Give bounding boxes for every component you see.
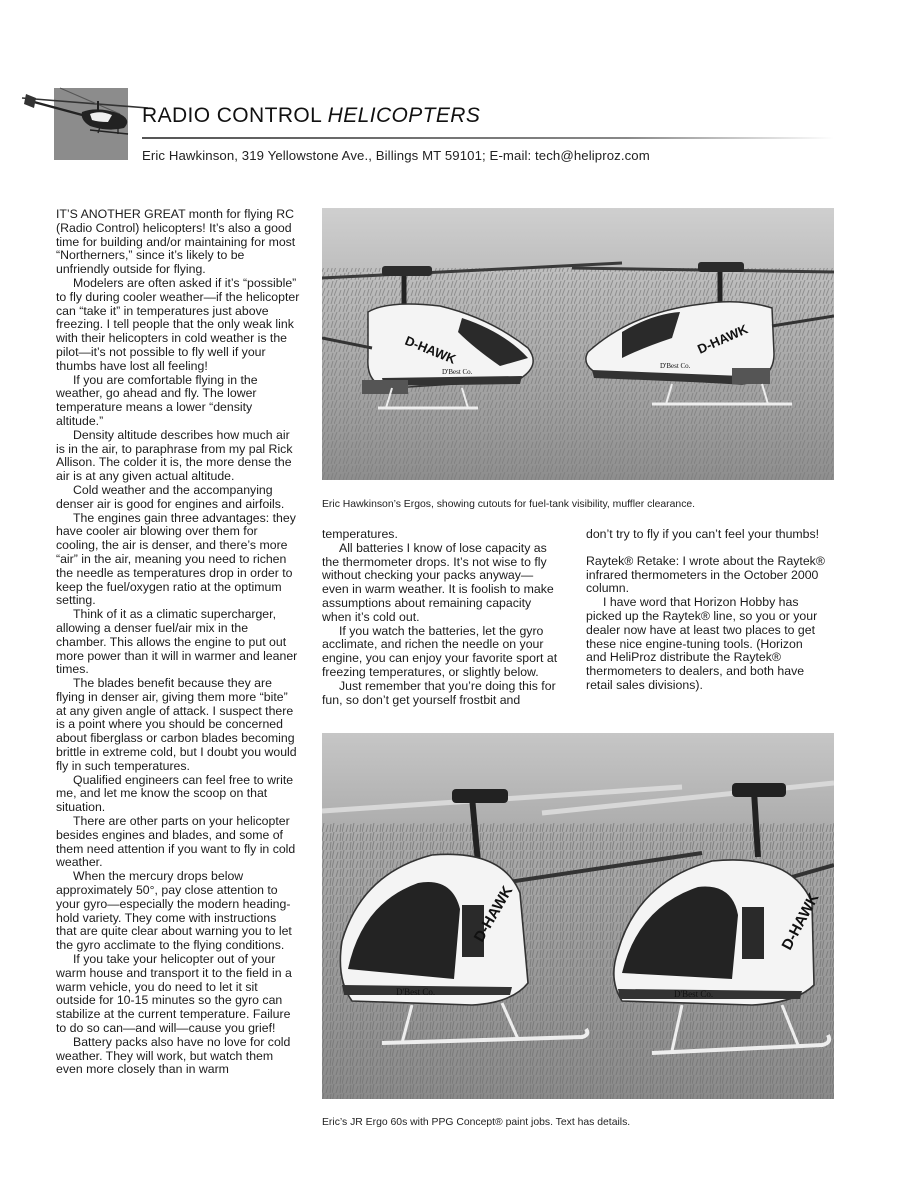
side-marking-left: D'Best Co. xyxy=(442,368,473,376)
photo-caption: Eric’s JR Ergo 60s with PPG Concept® paint jobs. Text has details. xyxy=(322,1117,631,1128)
article-paragraph: All batteries I know of lose capacity as the thermometer drops. It’s not wise to fly without checking your packs anyway—even in warm weather. It is foolish to make assumptions about remaining capacity when it’s cold out. xyxy=(322,540,554,624)
article-column-right xyxy=(586,528,826,693)
nose-marking-right: D-HAWK xyxy=(695,321,751,357)
article-paragraph: Cold weather and the accompanying denser air is good for engines and airfoils. xyxy=(56,482,285,511)
article-paragraph: The engines gain three advantages: they have cooler air blowing over them for cooling, the air is denser, and there’s more “air” in the air, meaning you need to richen the needle as temperatures drop in order to keep the fuel/oxygen ratio at the optimum setting. xyxy=(56,510,296,608)
article-paragraph: IT’S ANOTHER GREAT month for flying RC (Radio Control) helicopters! It’s also a good time for building and/or maintaining for most “Northerners,” since it’s likely to be unfriendly outside for flying. xyxy=(56,207,296,277)
article-paragraph: The blades benefit because they are flying in denser air, giving them more “bite” at any given angle of attack. I suspect there is a point where you should be concerned about fiberglass or carbon blades becoming brittle in extreme cold, but I doubt you would fly in such temperatures. xyxy=(56,676,297,773)
article-column-middle xyxy=(322,528,558,707)
photo-two-ergo-helicopters-side xyxy=(322,208,834,480)
photo-two-ergo-helicopters-front xyxy=(322,733,834,1099)
article-paragraph: Battery packs also have no love for cold weather. They will work, but watch them even more closely than in warm xyxy=(56,1034,291,1077)
article-paragraph: If you take your helicopter out of your warm house and transport it to the field in a warm vehicle, you do need to let it sit outside for 10-15 minutes so the gyro can stabilize at the current temperature. Failure to do so can—and will—cause you grief! xyxy=(56,952,292,1036)
nose-marking-right: D-HAWK xyxy=(778,890,823,953)
lead-in-caps: IT’S ANOTHER GREAT xyxy=(56,207,186,221)
side-marking-left: D'Best Co. xyxy=(396,987,436,997)
photo-caption: Eric Hawkinson’s Ergos, showing cutouts for fuel-tank visibility, muffler clearance. xyxy=(322,499,696,510)
column-title: RADIO CONTROL HELICOPTERS xyxy=(142,104,481,127)
article-paragraph: Think of it as a climatic supercharger, allowing a denser fuel/air mix in the chamber. This allows the engine to put out more power than it will in warmer and leaner times. xyxy=(56,607,298,677)
side-marking-right: D'Best Co. xyxy=(660,362,691,370)
helicopter-logo-icon xyxy=(20,80,155,142)
author-byline: Eric Hawkinson, 319 Yellowstone Ave., Billings MT 59101; E-mail: tech@heliproz.com xyxy=(142,148,650,163)
side-marking-right: D'Best Co. xyxy=(674,989,714,999)
article-paragraph: If you watch the batteries, let the gyro acclimate, and richen the needle on your engine, you can enjoy your favorite sport at freezing temperatures, or slightly below. xyxy=(322,623,558,679)
article-column-left xyxy=(56,208,300,1077)
article-paragraph: don’t try to fly if you can’t feel your thumbs! xyxy=(586,527,820,541)
nose-marking-left: D-HAWK xyxy=(470,883,517,945)
article-paragraph: Modelers are often asked if it’s “possible” to fly during cooler weather—if the helicopter can “take it” in temperatures just above freezing. I tell people that the only weak link with their helicopters in cold weather is the pilot—it’s not possible to fly well if your thumbs have lost all feeling! xyxy=(56,275,300,373)
article-paragraph: Raytek® Retake: I wrote about the Raytek® infrared thermometers in the October 2000 column. xyxy=(586,553,825,596)
title-divider xyxy=(142,137,834,139)
nose-marking-left: D-HAWK xyxy=(402,332,459,367)
article-paragraph: When the mercury drops below approximately 50°, pay close attention to your gyro—especially the modern heading-hold variety. They come with instructions that are quite clear about warning you to let the gyro acclimate to the flying conditions. xyxy=(56,869,292,953)
article-paragraph: There are other parts on your helicopter besides engines and blades, and some of them need attention if you want to fly in cold weather. xyxy=(56,814,296,870)
article-paragraph: Just remember that you’re doing this for fun, so don’t get yourself frostbit and xyxy=(322,678,556,707)
article-paragraph: Density altitude describes how much air is in the air, to paraphrase from my pal Rick Allison. The colder it is, the more dense the air is at any given actual altitude. xyxy=(56,427,293,484)
article-paragraph: Qualified engineers can feel free to write me, and let me know the scoop on that situation. xyxy=(56,772,294,815)
article-paragraph: I have word that Horizon Hobby has picked up the Raytek® line, so you or your dealer now have at least two places to get these nice engine-tuning tools. (Horizon and HeliProz distribute the Raytek® thermometers to dealers, and both have retail sales divisions). xyxy=(586,595,818,692)
article-paragraph: temperatures. xyxy=(322,527,398,541)
article-paragraph: If you are comfortable flying in the weather, go ahead and fly. The lower temperature means a lower “density altitude.” xyxy=(56,372,258,428)
